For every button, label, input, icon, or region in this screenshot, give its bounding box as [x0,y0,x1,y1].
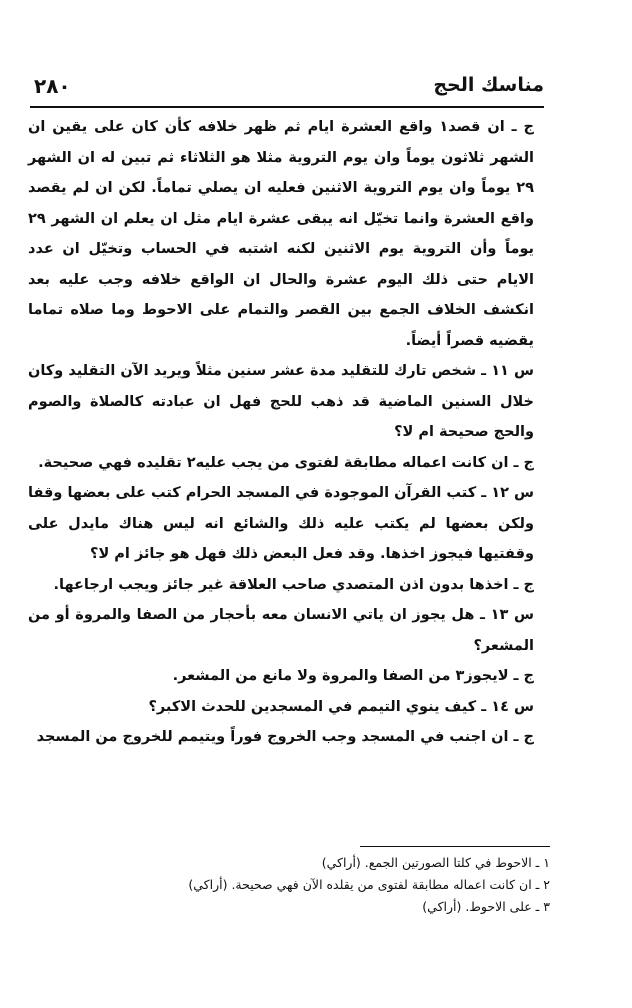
answer-paragraph: ج ـ ان اجنب في المسجد وجب الخروج فوراً ويتيمم للخروج من المسجد [36,729,534,745]
answer-paragraph: ج ـ اخذها بدون اذن المتصدي صاحب العلاقة غير جائز ويجب ارجاعها. [53,576,534,593]
page-number: ٢٨٠ [34,74,71,98]
footnote: ١ ـ الاحوط في كلتا الصورتين الجمع. (أراكي) [321,855,550,870]
main-text [28,112,550,753]
page-header [30,72,544,108]
answer-paragraph: ج ـ ان كانت اعماله مطابقة لفتوى من يجب عليه٢ تقليده فهي صحيحة. [38,454,534,471]
footnotes [170,852,550,918]
question-paragraph: س ١٣ ـ هل يجوز ان ياتي الانسان معه بأحجار من الصفا والمروة أو من المشعر؟ [28,607,534,654]
footnote: ٣ ـ على الاحوط. (أراكي) [422,899,550,914]
footnote-divider [360,846,550,847]
question-paragraph: س ١٤ ـ كيف ينوي التيمم في المسجدين للحدث الاكبر؟ [148,698,534,715]
footnote: ٢ ـ ان كانت اعماله مطابقة لفتوى من يقلده الآن فهي صحيحة. (أراكي) [188,877,550,892]
question-paragraph: س ١٢ ـ كتب القرآن الموجودة في المسجد الحرام كتب على بعضها وقفا ولكن بعضها لم يكتب عليه ذلك والشائع انه ليس هناك مايدل على وقفتيها فيجوز اخذها. وقد فعل البعض ذلك فهل هو جائز ام لا؟ [28,485,534,562]
answer-paragraph: ج ـ ان قصد١ واقع العشرة ايام ثم ظهر خلافه كأن كان على يقين ان الشهر ثلاثون يوماً وان يوم التروية مثلا هو الثلاثاء ثم تبين له ان الشهر ٢٩ يوماً وان يوم التروية الاثنين فعليه ان يصلي تماماً. لكن ان لم يقصد واقع العشرة وانما تخيّل انه يبقى عشرة ايام مثل ان يعلم ان الشهر ٢٩ يوماً وأن التروية يوم الاثنين لكنه اشتبه في الحساب وتخيّل ان عدد الايام حتى ذلك اليوم عشرة والحال ان الواقع خلافه وجب عليه بعد انكشف الخلاف الجمع بين القصر والتمام على الاحوط وما صلاه تماما يقضيه قصراً أيضاً. [28,119,535,349]
running-title: مناسك الحج [433,74,544,96]
question-paragraph: س ١١ ـ شخص تارك للتقليد مدة عشر سنين مثلاً ويريد الآن التقليد وكان خلال السنين الماضية قد ذهب للحج فهل ان عبادته كالصلاة والصوم والحج صحيحة ام لا؟ [28,363,534,440]
answer-paragraph: ج ـ لايجوز٣ من الصفا والمروة ولا مانع من المشعر. [172,668,534,684]
